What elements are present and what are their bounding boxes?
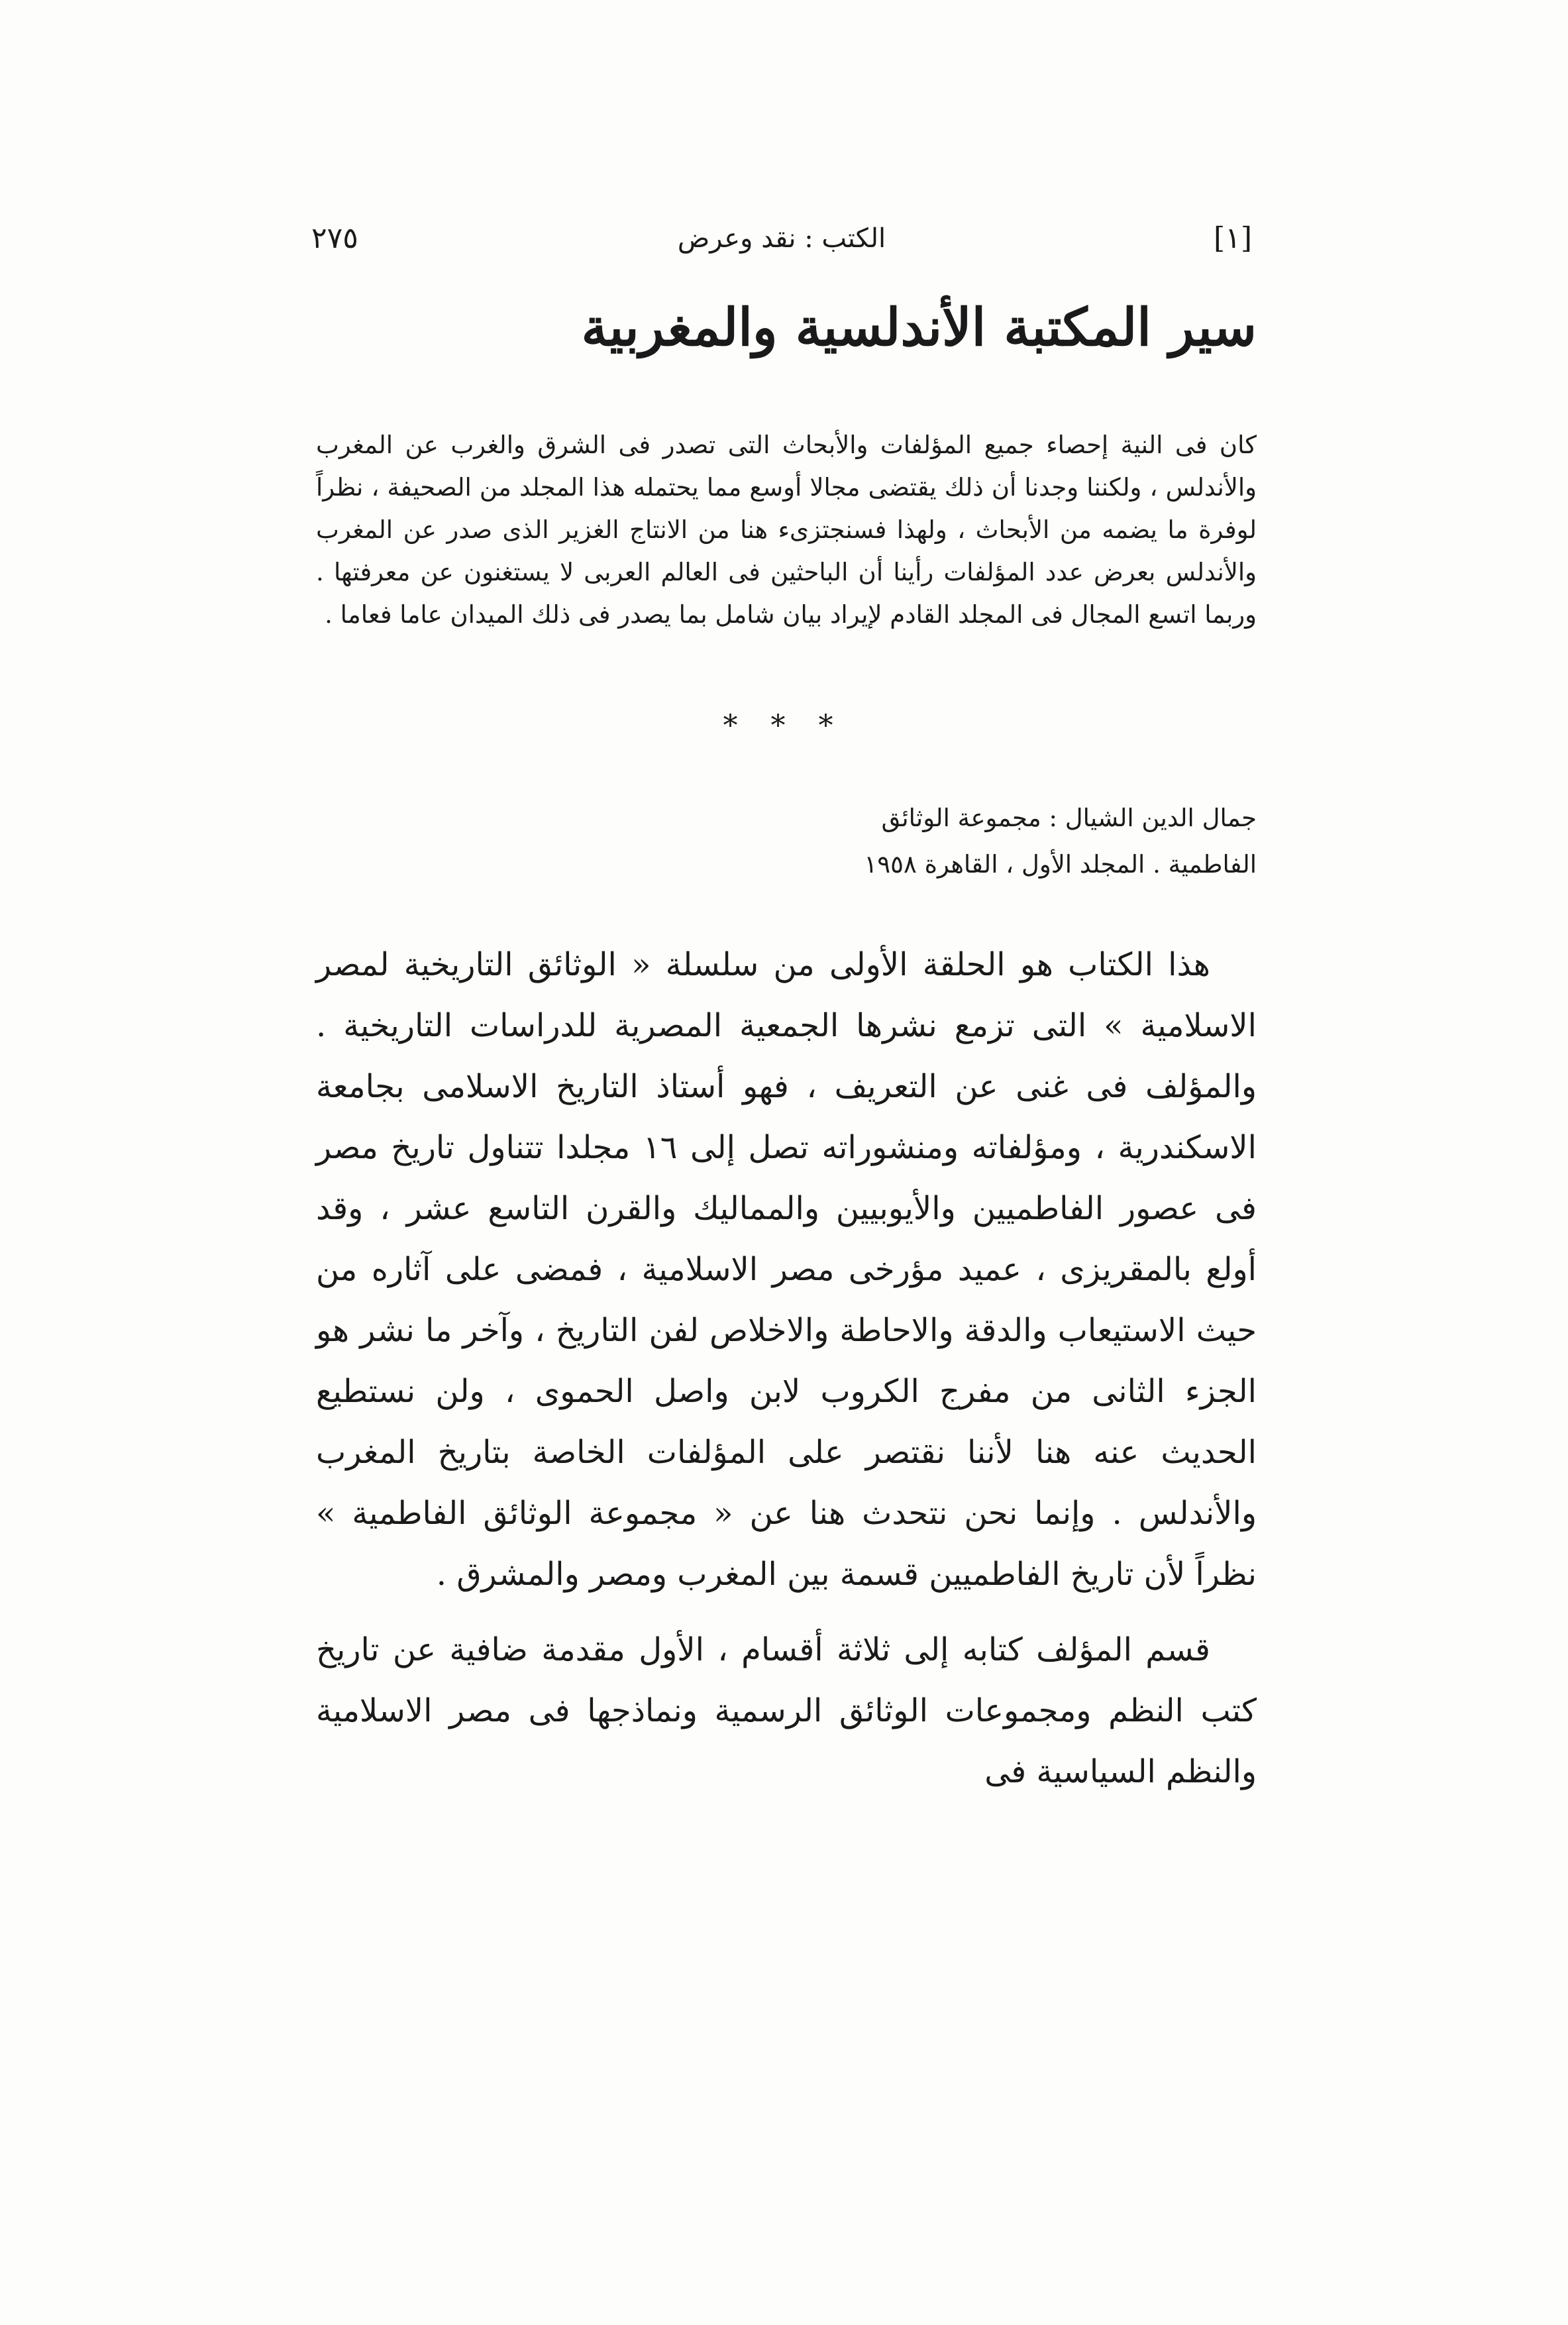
running-title: الكتب : نقد وعرض <box>677 223 886 254</box>
citation-line-2: الفاطمية . المجلد الأول ، القاهرة ١٩٥٨ <box>864 850 1257 879</box>
intro-paragraph: كان فى النية إحصاء جميع المؤلفات والأبحاث التى تصدر فى الشرق والغرب عن المغرب والأندلس ، ولكننا وجدنا أن ذلك يقتضى مجالا أوسع مما يحتمله هذا المجلد من الصحيفة ، نظراً لوفرة ما يضمه من الأبحاث ، ولهذا فسنجتزىء هنا من الانتاج الغزير الذى صدر عن المغرب والأندلس بعرض عدد المؤلفات رأينا أن الباحثين فى العالم العربى لا يستغنون عن معرفتها . وربما اتسع المجال فى المجلد القادم لإيراد بيان شامل بما يصدر فى ذلك الميدان عاما فعاما . <box>316 431 1257 629</box>
body-paragraph-1: هذا الكتاب هو الحلقة الأولى من سلسلة « الوثائق التاريخية لمصر الاسلامية » التى تزمع نشرها الجمعية المصرية للدراسات التاريخية . والمؤلف فى غنى عن التعريف ، فهو أستاذ التاريخ الاسلامى بجامعة الاسكندرية ، ومؤلفاته ومنشوراته تصل إلى ١٦ مجلدا تتناول تاريخ مصر فى عصور الفاطميين والأيوبيين والمماليك والقرن التاسع عشر ، وقد أولع بالمقريزى ، عميد مؤرخى مصر الاسلامية ، فمضى على آثاره من حيث الاستيعاب والدقة والاحاطة والاخلاص لفن التاريخ ، وآخر ما نشر هو الجزء الثانى من مفرج الكروب لابن واصل الحموى ، ولن نستطيع الحديث عنه هنا لأننا نقتصر على المؤلفات الخاصة بتاريخ المغرب والأندلس . وإنما نحن نتحدث هنا عن « مجموعة الوثائق الفاطمية » نظراً لأن تاريخ الفاطميين قسمة بين المغرب ومصر والمشرق . <box>316 946 1257 1593</box>
book-citation <box>316 795 1257 888</box>
section-marker: [١] <box>1214 221 1252 255</box>
review-body <box>316 934 1257 1802</box>
section-title: سير المكتبة الأندلسية والمغربية <box>581 297 1257 358</box>
citation-line-1: جمال الدين الشيال : مجموعة الوثائق <box>881 804 1257 832</box>
page-header <box>311 212 1252 265</box>
page-number: ٢٧٥ <box>311 221 358 255</box>
body-paragraph-2: قسم المؤلف كتابه إلى ثلاثة أقسام ، الأول مقدمة ضافية عن تاريخ كتب النظم ومجموعات الوثائق الرسمية ونماذجها فى مصر الاسلامية والنظم السياسية فى <box>316 1631 1257 1790</box>
section-separator: * * * <box>723 709 845 743</box>
